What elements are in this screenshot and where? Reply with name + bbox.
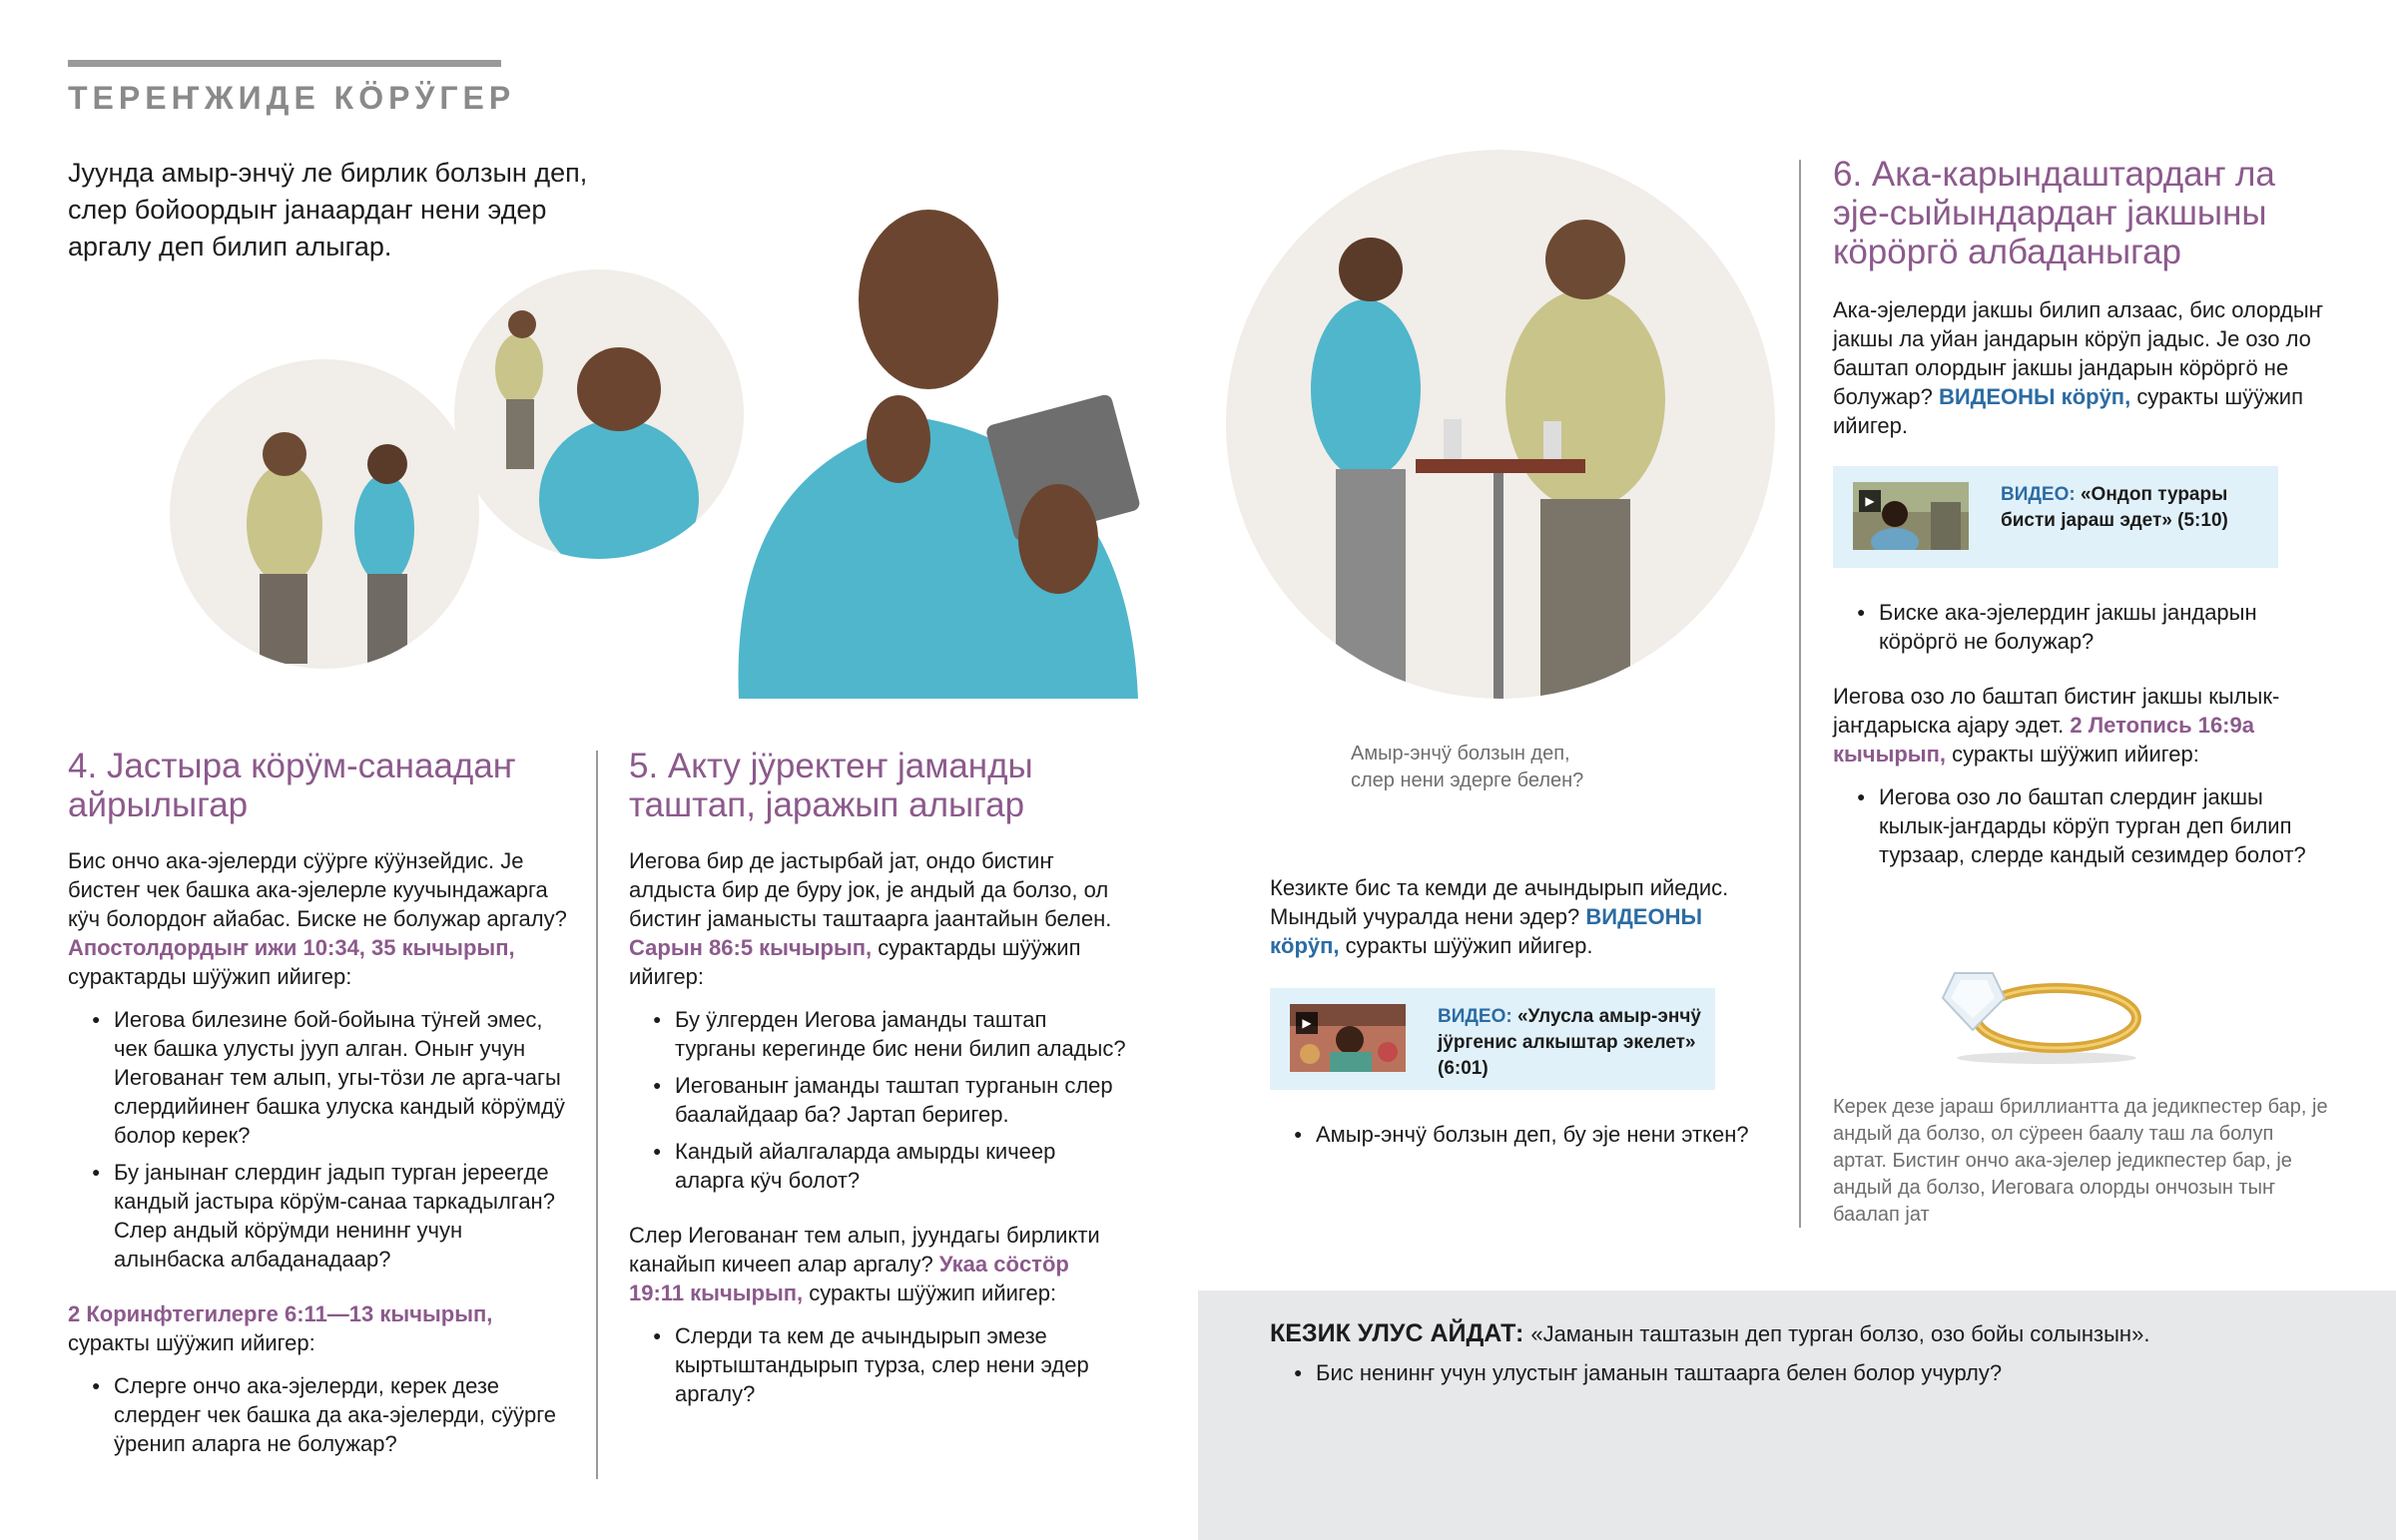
list-item: ● Бу ӱлгерден Иегова јаманды таштап турганы керегинде бис нени билип аладыс? (629, 1005, 1128, 1063)
intro-text: Јуунда амыр-энчӱ ле бирлик болзын деп, слер бойоордыҥ јанаардаҥ нени эдер аргалу деп билип алыгар. (68, 158, 588, 261)
middle-column (1270, 873, 1749, 1157)
section-6-bullets-2 (1833, 782, 2328, 869)
section-4-title: 4. Јастыра кӧрӱм-санаадаҥ айрылыгар (68, 747, 516, 824)
middle-bullets (1270, 1120, 1749, 1149)
illustration-circle-table-talk (1226, 150, 1775, 699)
video-thumbnail-2[interactable] (1853, 482, 1987, 550)
watch-video-link[interactable]: ВИДЕОНЫ кӧрӱп, (1270, 904, 1702, 958)
column-divider-right (1799, 160, 1801, 1228)
section-6-title: 6. Ака-карындаштардаҥ ла эје-сыйындардаҥ јакшыны кӧрӧргӧ албаданыгар (1833, 155, 2275, 271)
some-people-say-bullets (1270, 1358, 2358, 1387)
ring-caption: Керек дезе јараш бриллиантта да једикпестер бар, је андый да болзо, ол сӱреен баалу таш ла болуп артат. Бистиҥ ончо ака-эјелер једикпестер бар, је андый да болзо, Иеговага олорды ончозын тыҥ баалап јат (1833, 1096, 2328, 1226)
section-5 (629, 747, 1128, 1416)
scripture-ref-psalm[interactable]: Сарын 86:5 кычырып, (629, 935, 873, 960)
section-label: ТЕРЕҤЖИДЕ КӦРӰГЕР (68, 80, 516, 116)
list-item: ● Слерди та кем де ачындырып эмезе кыртыштандырып турза, слер нени эдер аргалу? (629, 1321, 1128, 1408)
header-rule (68, 60, 501, 67)
scripture-ref-chronicles[interactable]: 2 Летопись 16:9а кычырып, (1833, 713, 2254, 767)
video-title: «Ондоп турары бисти јараш эдет» (5:10) (2001, 484, 2228, 531)
list-item: ● Амыр-энчӱ болзын деп, бу эје нени эткен? (1270, 1120, 1749, 1149)
section-4-paragraph: Бис ончо ака-эјелерди сӱӱрге кӱӱнзейдис. Је бистеҥ чек башка ака-эјелерле куучындажарга кӱч болордоҥ айабас. Биске не болужар аргалу? Апостолдордыҥ ижи 10:34, 35 кычырып, сурактарды шӱӱжип ийигер: (68, 848, 567, 989)
list-item: ● Иегова билезине бой-бойына тӱҥей эмес, чек башка улусты јууп алган. Оныҥ учун Иегованаҥ тем алып, угы-тӧзи ле арга-чагы слердийинеҥ башка улуска кандый кӧрӱмдӱ болор керек? (68, 1005, 567, 1150)
some-people-say-label: КЕЗИК УЛУС АЙДАТ: (1270, 1319, 1524, 1347)
section-6 (1833, 155, 2328, 877)
list-item: ● Иегованыҥ јаманды таштап турганын слер баалайдаар ба? Јартап беригер. (629, 1071, 1128, 1129)
video-label: ВИДЕО: (1438, 1006, 1512, 1027)
section-4-bullets-2 (68, 1371, 567, 1458)
watch-video-link-2[interactable]: ВИДЕОНЫ кӧрӱп, (1938, 384, 2131, 409)
some-people-say-content (1270, 1317, 2358, 1395)
column-divider (596, 751, 598, 1479)
video-label: ВИДЕО: (2001, 484, 2076, 505)
scripture-ref-proverbs[interactable]: Укаа сӧстӧр 19:11 кычырып, (629, 1252, 1069, 1305)
list-item: ● Бис ненинҥ учун улустыҥ јаманын таштаарга белен болор учурлу? (1270, 1358, 2358, 1387)
video-title: «Улусла амыр-энчӱ јӱргенис алкыштар экелет» (6:01) (1438, 1006, 1701, 1079)
section-5-bullets (629, 1005, 1128, 1195)
video-card[interactable] (1270, 988, 1715, 1090)
section-6-paragraph-2: Иегова озо ло баштап бистиҥ јакшы кылык-јаҥдарыска ајару эдет. 2 Летопись 16:9а кычырып, суракты шӱӱжип ийигер: (1833, 684, 2280, 767)
video-thumbnail[interactable] (1290, 1004, 1424, 1072)
section-5-bullets-2 (629, 1321, 1128, 1408)
list-item: ● Кандый айалгаларда амырды кичеep аларга кӱч болот? (629, 1137, 1128, 1195)
illustration-caption: Амыр-энчӱ болзын деп, слер нени эдерге белен? (1351, 743, 1584, 791)
play-icon[interactable]: ▶ (1296, 1012, 1318, 1034)
scripture-ref-corinthians[interactable]: 2 Коринфтегилерге 6:11—13 кычырып, (68, 1301, 493, 1326)
section-5-paragraph-2: Слер Иегованаҥ тем алып, јуундагы бирликти канайып кичееп алар аргалу? Укаа сӧстӧр 19:11 кычырып, суракты шӱӱжип ийигер: (629, 1223, 1100, 1305)
section-6-bullets (1833, 598, 2328, 656)
illustration-man-reading (699, 160, 1178, 699)
section-5-title: 5. Акту јӱректеҥ јаманды таштап, јаражып алыгар (629, 747, 1033, 824)
middle-paragraph: Кезикте бис та кемди де ачындырып ийедис. Мындый учуралда нени эдер? ВИДЕОНЫ кӧрӱп, суракты шӱӱжип ийигер. (1270, 875, 1729, 958)
section-6-paragraph: Ака-эјелерди јакшы билип алзаас, бис олордыҥ јакшы ла уйан јандарын кӧрӱп јадыс. Је озо ло баштап олордыҥ јакшы јандарын кӧрӧргӧ не болужар? ВИДЕОНЫ кӧрӱп, суракты шӱӱжип ийигер. (1833, 297, 2323, 438)
scripture-ref-acts[interactable]: Апостолдордыҥ ижи 10:34, 35 кычырып, (68, 935, 515, 960)
illustration-circle-argue (170, 359, 479, 669)
play-icon[interactable]: ▶ (1859, 490, 1881, 512)
illustration-strip (160, 150, 1268, 709)
ring-icon (1937, 958, 2156, 1068)
section-4 (68, 747, 567, 1466)
section-5-paragraph: Иегова бир де јастырбай јат, ондо бистиҥ алдыста бир де буру јок, је андый да болзо, ол бистиҥ јаманысты таштаарга јаантайын белен. Сарын 86:5 кычырып, сурактарды шӱӱжип ийигер: (629, 848, 1112, 989)
list-item: ● Слерге ончо ака-эјелерди, керек дезе слердеҥ чек башка да ака-эјелерди, сӱӱрге ӱренип аларга не болужар? (68, 1371, 567, 1458)
list-item: ● Биске ака-эјелердиҥ јакшы јандарын кӧрӧргӧ не болужар? (1833, 598, 2328, 656)
section-4-paragraph-2: 2 Коринфтегилерге 6:11—13 кычырып, суракты шӱӱжип ийигер: (68, 1301, 493, 1355)
list-item: ● Бу јанынаҥ слердиҥ јадып турган јерееrде кандый јастыра кӧрӱм-санаа таркадылган? Слер андый кӧрӱмди ненинҥ учун алынбаска албаданадаар? (68, 1158, 567, 1274)
section-4-bullets (68, 1005, 567, 1274)
some-people-say-quote: «Јаманын таштазын деп турган болзо, озо бойы солынзын». (1530, 1321, 2150, 1346)
list-item: ● Иегова озо ло баштап слердиҥ јакшы кылык-јаҥдарды кӧрӱп турган деп билип турзаар, слерде кандый сезимдер болот? (1833, 782, 2328, 869)
video-card-2[interactable] (1833, 466, 2278, 568)
